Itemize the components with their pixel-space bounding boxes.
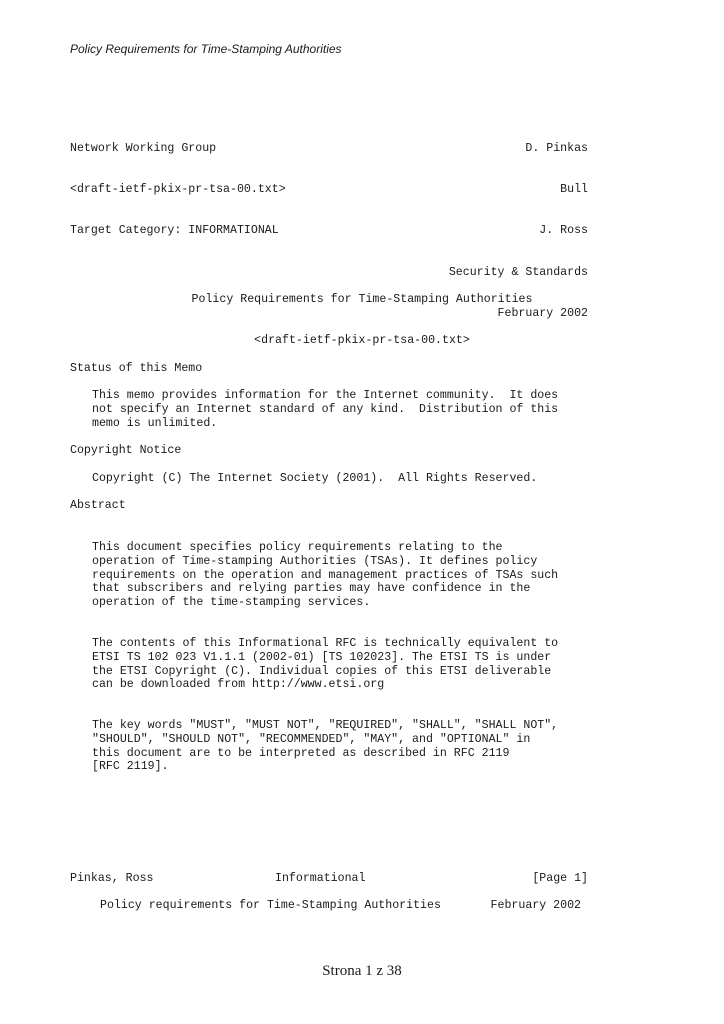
working-group: Network Working Group	[70, 141, 217, 155]
abstract-paragraph-1: This document specifies policy requirements relating to the operation of Time-stamping Authorities (TSAs). It defines policy requirements on the operation and management practices of TSAs such that subscribers and relying parties may have confidence in the operation of the time-stamping services.	[92, 541, 559, 610]
meta-left-block	[70, 114, 286, 252]
status-paragraph: This memo provides information for the Internet community. It does not specify an Internet standard of any kind. Distribution of this memo is unlimited.	[92, 389, 559, 430]
copyright-heading: Copyright Notice	[70, 444, 182, 457]
document-title-block	[0, 265, 724, 362]
running-header-title: Policy requirements for Time-Stamping Authorities	[100, 899, 441, 912]
abstract-paragraph-2: The contents of this Informational RFC is technically equivalent to ETSI TS 102 023 V1.1.1 (2002-01) [TS 102023]. The ETSI TS is under the ETSI Copyright (C). Individual copies of this ETSI deliverable can be downloaded from http://www.etsi.org	[92, 637, 559, 692]
draft-filename: <draft-ietf-pkix-pr-tsa-00.txt>	[70, 182, 286, 196]
document-title: Policy Requirements for Time-Stamping Authorities	[191, 292, 533, 306]
footer-category: Informational	[275, 872, 366, 885]
page-counter: Strona 1 z 38	[322, 963, 402, 979]
abstract-paragraph-3: The key words "MUST", "MUST NOT", "REQUIRED", "SHALL", "SHALL NOT", "SHOULD", "SHOULD NOT", "RECOMMENDED", "MAY", and "OPTIONAL" in this document are to be interpreted as described in RFC 2119 [RFC 2119].	[92, 719, 559, 774]
document-draft-name: <draft-ietf-pkix-pr-tsa-00.txt>	[254, 333, 470, 347]
footer-page-number: [Page 1]	[532, 872, 588, 885]
publication-date: February 2002	[497, 307, 588, 321]
affiliation-2: Security & Standards	[448, 265, 588, 279]
target-category: Target Category: INFORMATIONAL	[70, 224, 279, 238]
status-heading: Status of this Memo	[70, 362, 203, 375]
running-header-date: February 2002	[490, 899, 581, 912]
footer-authors: Pinkas, Ross	[70, 872, 154, 885]
author-1: D. Pinkas	[525, 141, 588, 155]
copyright-paragraph: Copyright (C) The Internet Society (2001). All Rights Reserved.	[92, 472, 538, 485]
abstract-heading: Abstract	[70, 499, 126, 512]
document-header-title: Policy Requirements for Time-Stamping Authorities	[70, 42, 342, 56]
affiliation-1: Bull	[560, 182, 588, 196]
author-2: J. Ross	[539, 224, 588, 238]
